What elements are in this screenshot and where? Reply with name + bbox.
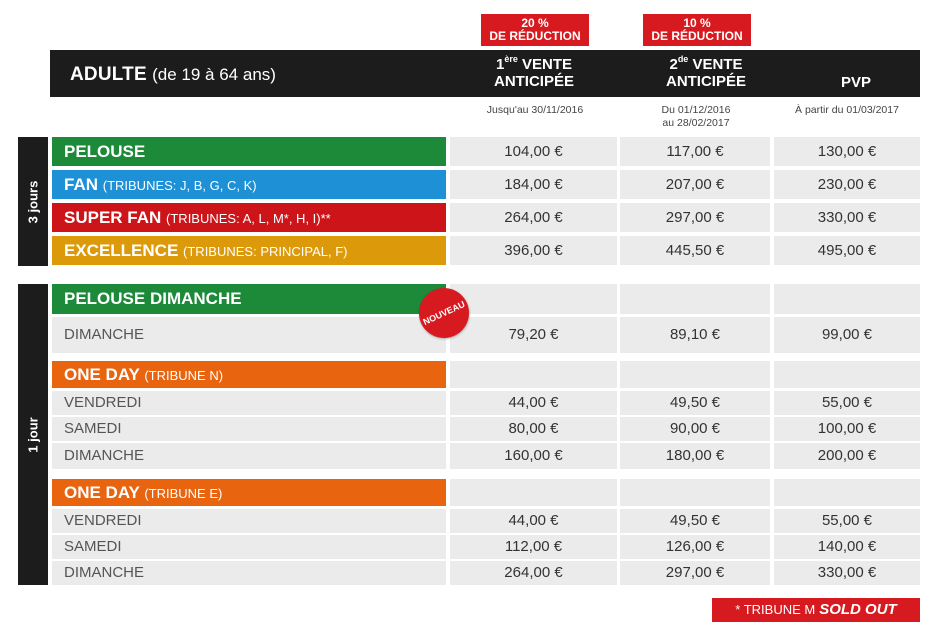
price-cell: 55,00 € [774, 391, 920, 415]
badge-percent: 10 % [683, 16, 711, 30]
discount-badge-20 [481, 14, 589, 46]
price-cell: 180,00 € [620, 443, 770, 469]
discount-badge-10 [643, 14, 751, 46]
badge-label: DE RÉDUCTION [651, 29, 743, 43]
note-col2: Du 01/12/2016 au 28/02/2017 [661, 104, 731, 129]
category-pelouse: PELOUSE [52, 137, 446, 166]
price-cell: 117,00 € [620, 137, 770, 166]
price-cell: 90,00 € [620, 417, 770, 441]
price-cell: 330,00 € [774, 203, 920, 232]
column-header-early-2: 2de VENTE ANTICIPÉE [665, 54, 746, 90]
price-cell: 49,50 € [620, 509, 770, 533]
badge-label: DE RÉDUCTION [489, 29, 581, 43]
price-cell: 495,00 € [774, 236, 920, 265]
empty-cell [450, 284, 617, 314]
empty-cell [774, 479, 920, 506]
title-category: ADULTE [70, 64, 147, 85]
day-label: VENDREDI [52, 391, 446, 415]
category-one-day-n: ONE DAY (TRIBUNE N) [52, 361, 446, 388]
price-cell: 49,50 € [620, 391, 770, 415]
price-cell: 44,00 € [450, 509, 617, 533]
price-cell: 445,50 € [620, 236, 770, 265]
table-header [50, 50, 920, 97]
price-cell: 330,00 € [774, 561, 920, 585]
price-cell: 80,00 € [450, 417, 617, 441]
day-label: DIMANCHE [52, 443, 446, 469]
price-cell: 44,00 € [450, 391, 617, 415]
price-cell: 112,00 € [450, 535, 617, 559]
price-cell: 230,00 € [774, 170, 920, 199]
price-cell: 79,20 € [450, 317, 617, 353]
day-label: DIMANCHE [52, 317, 446, 353]
category-pelouse-dimanche: PELOUSE DIMANCHE [52, 284, 446, 314]
nouveau-badge: NOUVEAU [411, 280, 477, 346]
empty-cell [774, 361, 920, 388]
price-cell: 184,00 € [450, 170, 617, 199]
price-cell: 104,00 € [450, 137, 617, 166]
footer-note: * TRIBUNE M [735, 602, 816, 617]
price-cell: 55,00 € [774, 509, 920, 533]
price-cell: 297,00 € [620, 561, 770, 585]
day-label: SAMEDI [52, 535, 446, 559]
price-cell: 207,00 € [620, 170, 770, 199]
empty-cell [450, 479, 617, 506]
price-cell: 264,00 € [450, 561, 617, 585]
price-cell: 130,00 € [774, 137, 920, 166]
price-cell: 99,00 € [774, 317, 920, 353]
category-super-fan: SUPER FAN (TRIBUNES: A, L, M*, H, I)** [52, 203, 446, 232]
column-header-pvp: PVP [840, 74, 871, 91]
empty-cell [620, 361, 770, 388]
price-cell: 126,00 € [620, 535, 770, 559]
side-label-3-days: 3 jours [18, 137, 48, 266]
note-col1: Jusqu'au 30/11/2016 [486, 104, 584, 116]
price-cell: 264,00 € [450, 203, 617, 232]
side-label-1-day: 1 jour [18, 284, 48, 585]
price-cell: 100,00 € [774, 417, 920, 441]
category-one-day-e: ONE DAY (TRIBUNE E) [52, 479, 446, 506]
day-label: SAMEDI [52, 417, 446, 441]
sold-out-note [712, 598, 920, 622]
day-label: DIMANCHE [52, 561, 446, 585]
price-cell: 396,00 € [450, 236, 617, 265]
page-title [70, 64, 276, 86]
title-age-range: (de 19 à 64 ans) [152, 65, 276, 84]
day-label: VENDREDI [52, 509, 446, 533]
note-col3: À partir du 01/03/2017 [795, 104, 899, 116]
column-header-early-1: 1ère VENTE ANTICIPÉE [493, 54, 574, 90]
price-cell: 297,00 € [620, 203, 770, 232]
price-cell: 160,00 € [450, 443, 617, 469]
sold-out-label: SOLD OUT [819, 601, 897, 618]
price-cell: 140,00 € [774, 535, 920, 559]
empty-cell [450, 361, 617, 388]
category-excellence: EXCELLENCE (TRIBUNES: PRINCIPAL, F) [52, 236, 446, 265]
empty-cell [620, 284, 770, 314]
empty-cell [620, 479, 770, 506]
badge-percent: 20 % [521, 16, 549, 30]
price-cell: 89,10 € [620, 317, 770, 353]
price-cell: 200,00 € [774, 443, 920, 469]
empty-cell [774, 284, 920, 314]
category-fan: FAN (TRIBUNES: J, B, G, C, K) [52, 170, 446, 199]
